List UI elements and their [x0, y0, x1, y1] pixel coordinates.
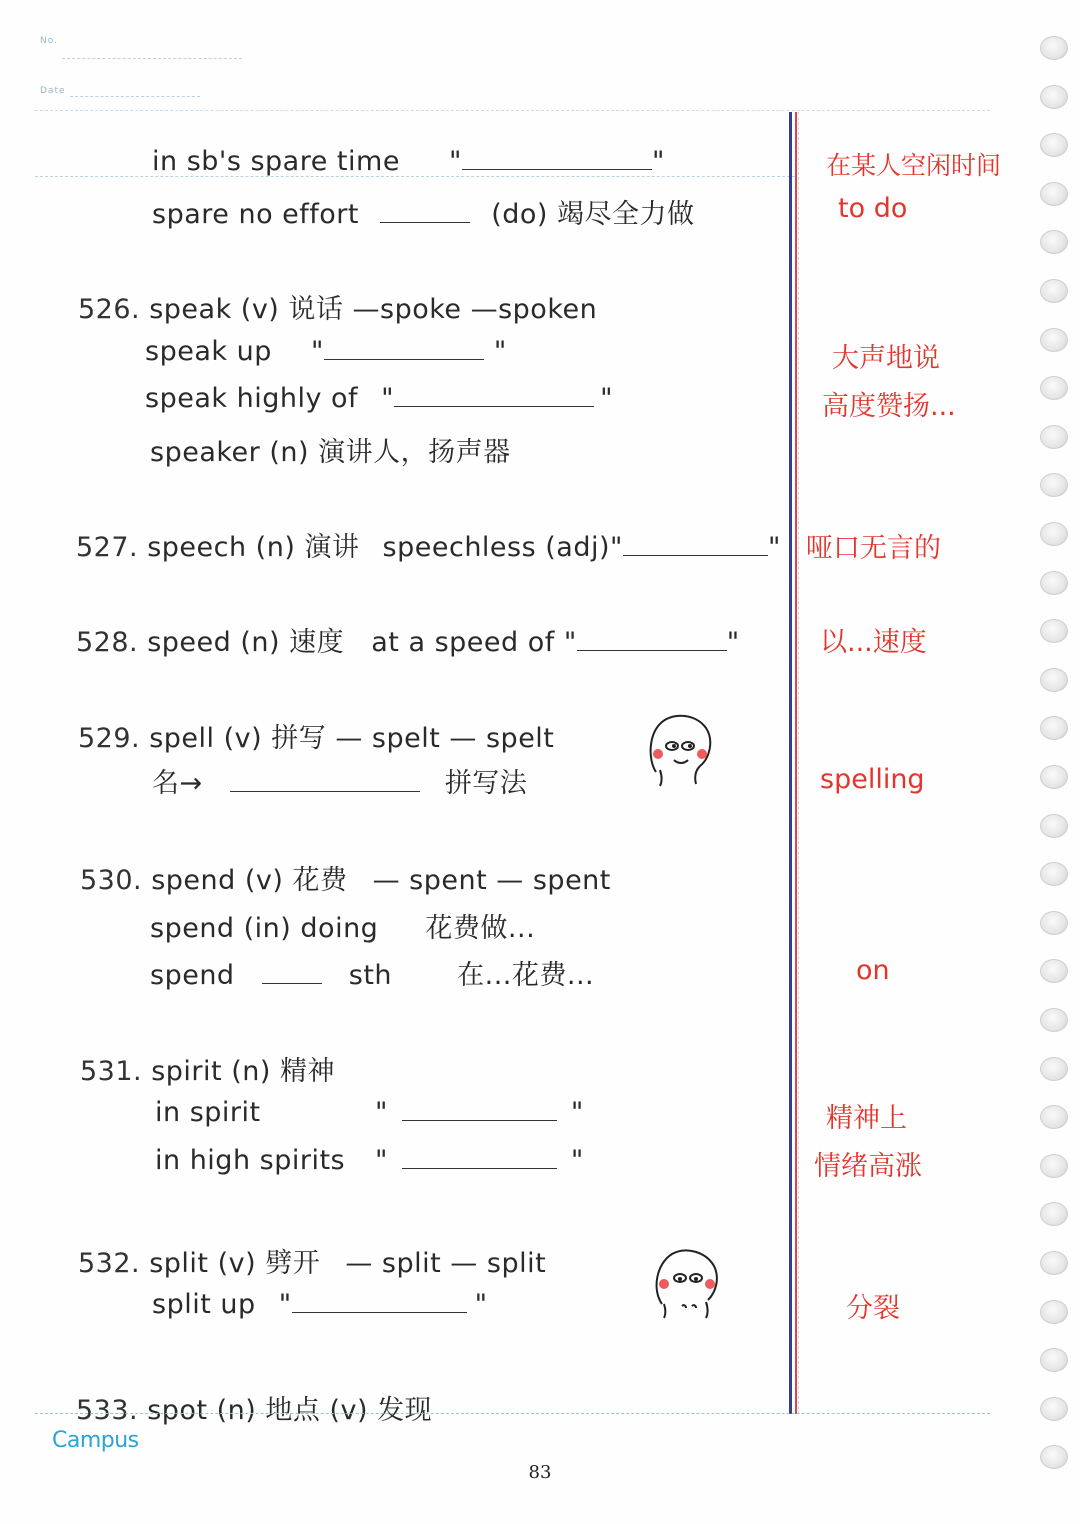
binding-ring — [1040, 473, 1068, 497]
entry-line: split up " " — [152, 1289, 488, 1320]
entry-line — [150, 430, 511, 469]
entry-head-text: spell (v) 拼写 — spelt — spelt — [149, 723, 555, 754]
entry-number: 529. — [78, 723, 141, 754]
phrase-text: 名 — [152, 768, 180, 799]
entry-heading: 527. speech (n) 演讲 speechless (adj)" " — [76, 532, 781, 563]
phrase-text: 拼写法 — [444, 768, 528, 799]
binding-ring — [1040, 133, 1068, 157]
entry-line: speak up " " — [145, 336, 507, 367]
entry-line: in sb's spare time " " — [152, 146, 665, 177]
header-date-label: Date — [40, 86, 66, 96]
answer-text: 分裂 — [846, 1293, 900, 1324]
blank — [402, 1114, 557, 1121]
phrase-text: in sb's spare time — [152, 146, 400, 177]
binding-ring — [1040, 1154, 1068, 1178]
phrase-text: (do) 竭尽全力做 — [491, 199, 695, 230]
phrase-text: speak up — [145, 336, 272, 367]
margin-line-red — [795, 112, 797, 1414]
phrase-text: 花费做... — [425, 913, 536, 944]
binding-ring — [1040, 765, 1068, 789]
brand-logo: Campus — [52, 1428, 139, 1453]
answer-text: 大声地说 — [832, 343, 940, 374]
blank — [262, 977, 322, 984]
blank — [230, 785, 420, 792]
entry-number: 533. — [76, 1395, 139, 1426]
phrase-text: sth — [348, 960, 393, 991]
blank — [324, 353, 484, 360]
blank — [402, 1162, 557, 1169]
entry-heading: 528. speed (n) 速度 at a speed of " " — [76, 627, 740, 658]
binding-ring — [1040, 182, 1068, 206]
entry-head-text: spend (v) 花费 — [151, 865, 348, 896]
entry-number: 526. — [78, 294, 141, 325]
doodle-face-icon — [650, 1246, 720, 1322]
binding-ring — [1040, 716, 1068, 740]
entry-head-text: speech (n) 演讲 — [147, 532, 360, 563]
entry-heading — [78, 716, 554, 755]
binding-ring — [1040, 1397, 1068, 1421]
blank — [292, 1306, 467, 1313]
top-rule — [35, 110, 990, 111]
binding-ring — [1040, 1008, 1068, 1032]
binding-ring — [1040, 279, 1068, 303]
binding-ring — [1040, 328, 1068, 352]
entry-number: 528. — [76, 627, 139, 658]
binding-ring — [1040, 571, 1068, 595]
binding-ring — [1040, 376, 1068, 400]
entry-heading — [76, 1388, 432, 1427]
entry-line: speak highly of " " — [145, 383, 613, 414]
header-no-label: No. — [40, 36, 58, 46]
doodle-face-icon — [644, 712, 714, 788]
answer-text: 以...速度 — [820, 627, 927, 658]
binding-ring — [1040, 230, 1068, 254]
phrase-text: split up — [152, 1289, 256, 1320]
binding-ring — [1040, 85, 1068, 109]
entry-line — [150, 906, 535, 945]
phrase-text: — split — split — [345, 1248, 547, 1279]
entry-number: 530. — [80, 865, 143, 896]
answer-text: 情绪高涨 — [814, 1151, 922, 1182]
page-number: 83 — [528, 1462, 552, 1483]
binding-ring — [1040, 1202, 1068, 1226]
phrase-text: in spirit — [155, 1097, 261, 1128]
answer-text: 哑口无言的 — [806, 533, 941, 564]
entry-head-text: speak (v) 说话 —spoke —spoken — [149, 294, 598, 325]
answer-text: 高度赞扬... — [822, 391, 956, 422]
header-no-line — [62, 58, 242, 59]
phrase-text: 在...花费... — [457, 960, 595, 991]
phrase-text: speak highly of — [145, 383, 359, 414]
entry-line: 名→ 拼写法 — [152, 768, 528, 799]
entry-head-text: spirit (n) 精神 — [151, 1056, 335, 1087]
answer-text: to do — [838, 193, 908, 224]
binding-ring — [1040, 619, 1068, 643]
binding-ring — [1040, 522, 1068, 546]
binding-ring — [1040, 425, 1068, 449]
phrase-text: at a speed of — [371, 627, 555, 658]
binding-ring — [1040, 1105, 1068, 1129]
binding-ring — [1040, 1300, 1068, 1324]
entry-number: 532. — [78, 1248, 141, 1279]
binding-ring — [1040, 814, 1068, 838]
binding-ring — [1040, 36, 1068, 60]
binding-ring — [1040, 1057, 1068, 1081]
phrase-text: in high spirits — [155, 1145, 346, 1176]
entry-head-text: spot (n) 地点 (v) 发现 — [147, 1395, 433, 1426]
bottom-rule — [35, 1413, 990, 1414]
answer-text: on — [856, 955, 890, 986]
phrase-text: spend (in) doing — [150, 913, 379, 944]
binding-ring — [1040, 911, 1068, 935]
phrase-text: spare no effort — [152, 199, 359, 230]
binding-ring — [1040, 1251, 1068, 1275]
binding-ring — [1040, 959, 1068, 983]
margin-line-blue — [789, 112, 792, 1414]
answer-text: spelling — [820, 764, 925, 795]
answer-text: 在某人空闲时间 — [826, 151, 1002, 180]
entry-line: in spirit " " — [155, 1097, 584, 1128]
entry-heading — [78, 1241, 546, 1280]
entry-line — [152, 192, 695, 231]
entry-heading — [78, 287, 597, 326]
blank — [577, 644, 727, 651]
entry-number: 531. — [80, 1056, 143, 1087]
binding-ring — [1040, 1348, 1068, 1372]
phrase-text: spend — [150, 960, 235, 991]
entry-heading — [80, 1049, 335, 1088]
binding-ring — [1040, 668, 1068, 692]
blank — [394, 400, 594, 407]
entry-head-text: split (v) 劈开 — [149, 1248, 321, 1279]
margin-line-dashed — [798, 112, 799, 1414]
entry-line: in high spirits " " — [155, 1145, 584, 1176]
phrase-text: speechless (adj) — [382, 532, 611, 563]
answer-text: 精神上 — [826, 1103, 907, 1134]
phrase-text: speaker (n) 演讲人，扬声器 — [150, 437, 511, 468]
entry-line — [150, 953, 594, 992]
blank — [462, 163, 652, 170]
header-date-line — [70, 96, 200, 97]
blank — [380, 216, 470, 223]
entry-head-text: speed (n) 速度 — [147, 627, 345, 658]
entry-number: 527. — [76, 532, 139, 563]
blank — [623, 549, 768, 556]
phrase-text: — spent — spent — [372, 865, 611, 896]
binding-ring — [1040, 862, 1068, 886]
entry-heading — [80, 858, 611, 897]
